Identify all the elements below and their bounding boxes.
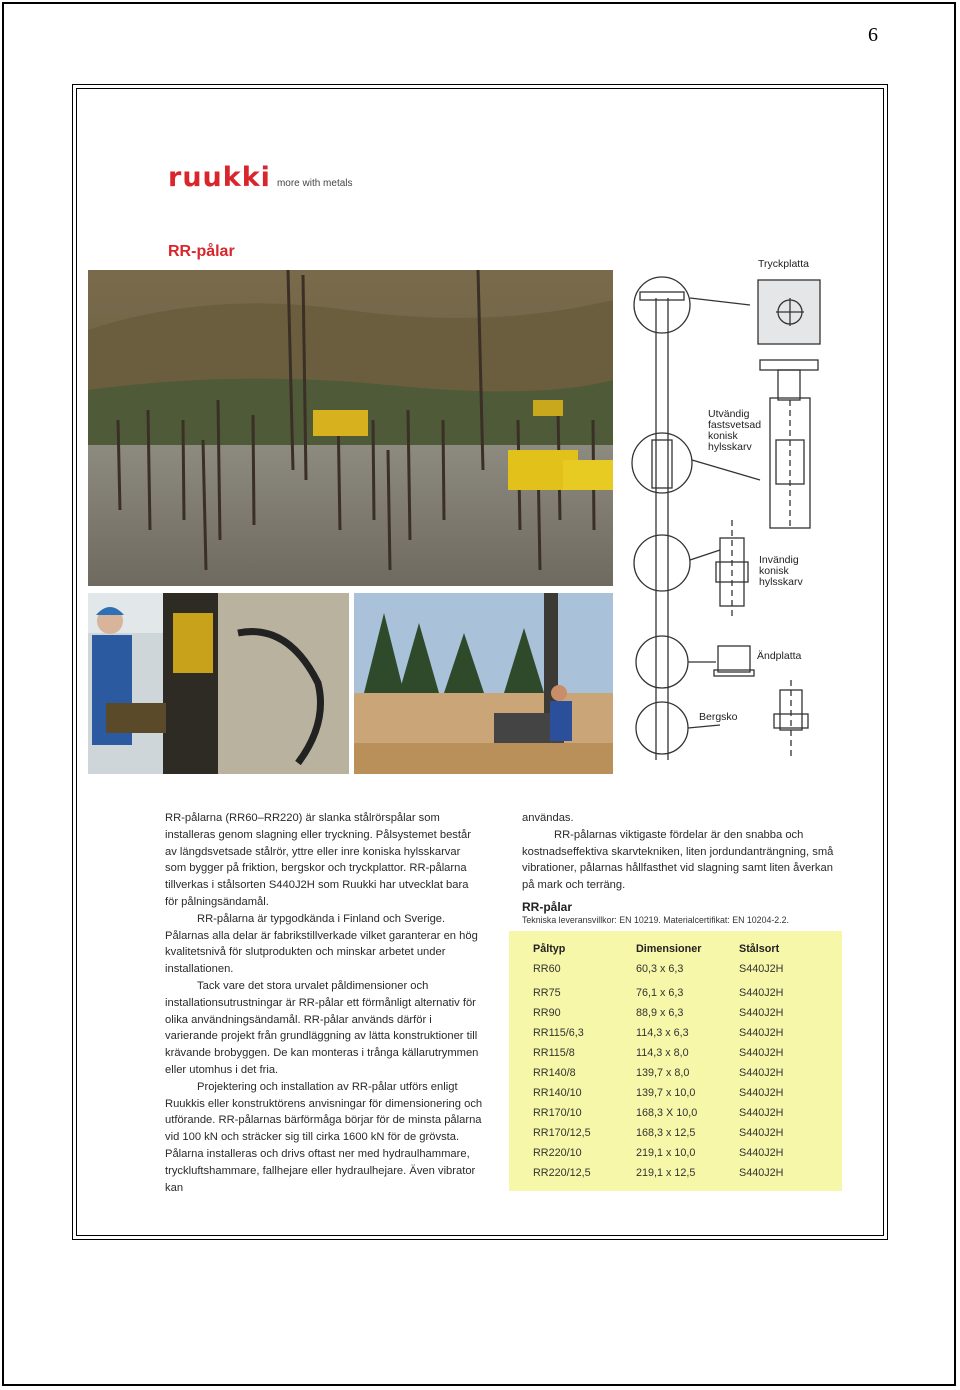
ruukki-logo [168, 162, 353, 193]
table-row [533, 1143, 819, 1163]
spec-table [533, 939, 819, 1183]
page-number: 6 [868, 24, 878, 46]
cell: S440J2H [739, 963, 784, 975]
table-row [533, 1063, 819, 1083]
cell: S440J2H [739, 1107, 784, 1119]
cell: RR115/6,3 [533, 1027, 584, 1039]
label-line: hylsskarv [759, 576, 803, 588]
paragraph: användas. [522, 812, 574, 824]
label-invandig-splice [759, 555, 803, 588]
construction-site-photo [88, 270, 613, 586]
table-row [533, 1003, 819, 1023]
cell: RR90 [533, 1007, 561, 1019]
label-line: konisk [759, 565, 789, 577]
table-row [533, 959, 819, 979]
cell: S440J2H [739, 1087, 784, 1099]
cell: 60,3 x 6,3 [636, 963, 684, 975]
cell: 219,1 x 10,0 [636, 1147, 696, 1159]
label-line: fastsvetsad [708, 419, 762, 431]
paragraph: RR-pålarna (RR60–RR220) är slanka stålrörspålar som installeras genom slagning eller tryckning. Pålsystemet består av längdsvetsade stålrör, yttre eller inre koniska hylsskarvar som bygger på friktion, bergskor och tryckplattor. RR-pålarna tillverkas i stålsorten S440J2H som Ruukki har utvecklat bara för pålningsändamål. [165, 812, 471, 908]
cell: RR75 [533, 987, 561, 999]
cell: RR170/10 [533, 1107, 582, 1119]
table-row [533, 1083, 819, 1103]
cell: S440J2H [739, 1147, 784, 1159]
cell: RR60 [533, 963, 561, 975]
table-row [533, 1123, 819, 1143]
cell: RR140/8 [533, 1067, 576, 1079]
cell: RR220/10 [533, 1147, 582, 1159]
logo-wordmark: ruukki [168, 162, 271, 193]
table-row [533, 1163, 819, 1183]
cell: S440J2H [739, 1167, 784, 1179]
cell: RR115/8 [533, 1047, 575, 1059]
cell: S440J2H [739, 1007, 784, 1019]
label-line: Utvändig [708, 408, 750, 420]
cell: 88,9 x 6,3 [636, 1007, 684, 1019]
header-paltyp: Påltyp [533, 943, 566, 955]
cell: 114,3 x 8,0 [636, 1047, 689, 1059]
header-dimensioner: Dimensioner [636, 943, 702, 955]
cell: RR220/12,5 [533, 1167, 591, 1179]
cell: 168,3 x 12,5 [636, 1127, 696, 1139]
table-header-row [533, 939, 819, 959]
cell: 114,3 x 6,3 [636, 1027, 689, 1039]
label-line: Invändig [759, 554, 799, 566]
table-row [533, 1023, 819, 1043]
cell: 139,7 x 10,0 [636, 1087, 696, 1099]
page-heading: RR-pålar [168, 243, 235, 260]
cell: S440J2H [739, 1067, 784, 1079]
header-stalsort: Stålsort [739, 943, 780, 955]
pile-components-diagram [620, 250, 856, 780]
pile-spec-table [509, 931, 842, 1191]
cell: S440J2H [739, 1047, 784, 1059]
logo-tagline: more with metals [276, 178, 353, 189]
paragraph: RR-pålarna är typgodkända i Finland och Sverige. Pålarnas alla delar är fabrikstillverkade vilket garanterar en hög kvalitetsnivå för slutprodukten och minskar arbetet under installationen. [165, 912, 478, 976]
cell: S440J2H [739, 987, 784, 999]
table-title: RR-pålar [522, 900, 573, 914]
label-line: konisk [708, 430, 738, 442]
piling-rig-photo [354, 593, 613, 774]
label-line: hylsskarv [708, 441, 752, 453]
label-bergsko: Bergsko [699, 711, 738, 723]
body-text-left [165, 810, 483, 1196]
cell: 76,1 x 6,3 [636, 987, 684, 999]
cell: RR140/10 [533, 1087, 582, 1099]
cell: 139,7 x 8,0 [636, 1067, 690, 1079]
cell: RR170/12,5 [533, 1127, 591, 1139]
worker-operator-photo [88, 593, 349, 774]
label-andplatta: Ändplatta [757, 650, 802, 662]
cell: 219,1 x 12,5 [636, 1167, 696, 1179]
body-text-right [522, 810, 842, 894]
label-utvandig-splice [708, 409, 761, 453]
table-row [533, 1103, 819, 1123]
paragraph: Projektering och installation av RR-pålar utförs enligt Ruukkis eller konstruktörens anvisningar för dimensionering och utförande. RR-pålarnas bärförmåga börjar för de minsta pålarna vid 100 kN och sträcker sig till cirka 1600 kN för de grövsta. Pålarna installeras och drivs oftast ner med hydraulhammare, tryckluftshammare, fallhejare eller hydraulhejare. Även vibrator kan [165, 1080, 483, 1194]
table-row [533, 1043, 819, 1063]
label-tryckplatta: Tryckplatta [758, 258, 809, 270]
table-row [533, 983, 819, 1003]
cell: 168,3 X 10,0 [636, 1107, 698, 1119]
table-note: Tekniska leveransvillkor: EN 10219. Materialcertifikat: EN 10204-2.2. [522, 915, 789, 925]
paragraph: RR-pålarnas viktigaste fördelar är den snabba och kostnadseffektiva skarvtekniken, liten jordundanträngning, små vibrationer, pålarnas hållfasthet vid slagning samt liten åverkan på mark och terräng. [522, 828, 834, 892]
cell: S440J2H [739, 1127, 784, 1139]
paragraph: Tack vare det stora urvalet påldimensioner och installationsutrustningar är RR-pålar ett förmånligt alternativ för olika användningsändamål. RR-pålar används därför i varierande projekt från grundläggning av lätta konstruktioner till krävande brobyggen. De kan monteras i trånga källarutrymmen eller utomhus i det fria. [165, 979, 479, 1076]
cell: S440J2H [739, 1027, 784, 1039]
